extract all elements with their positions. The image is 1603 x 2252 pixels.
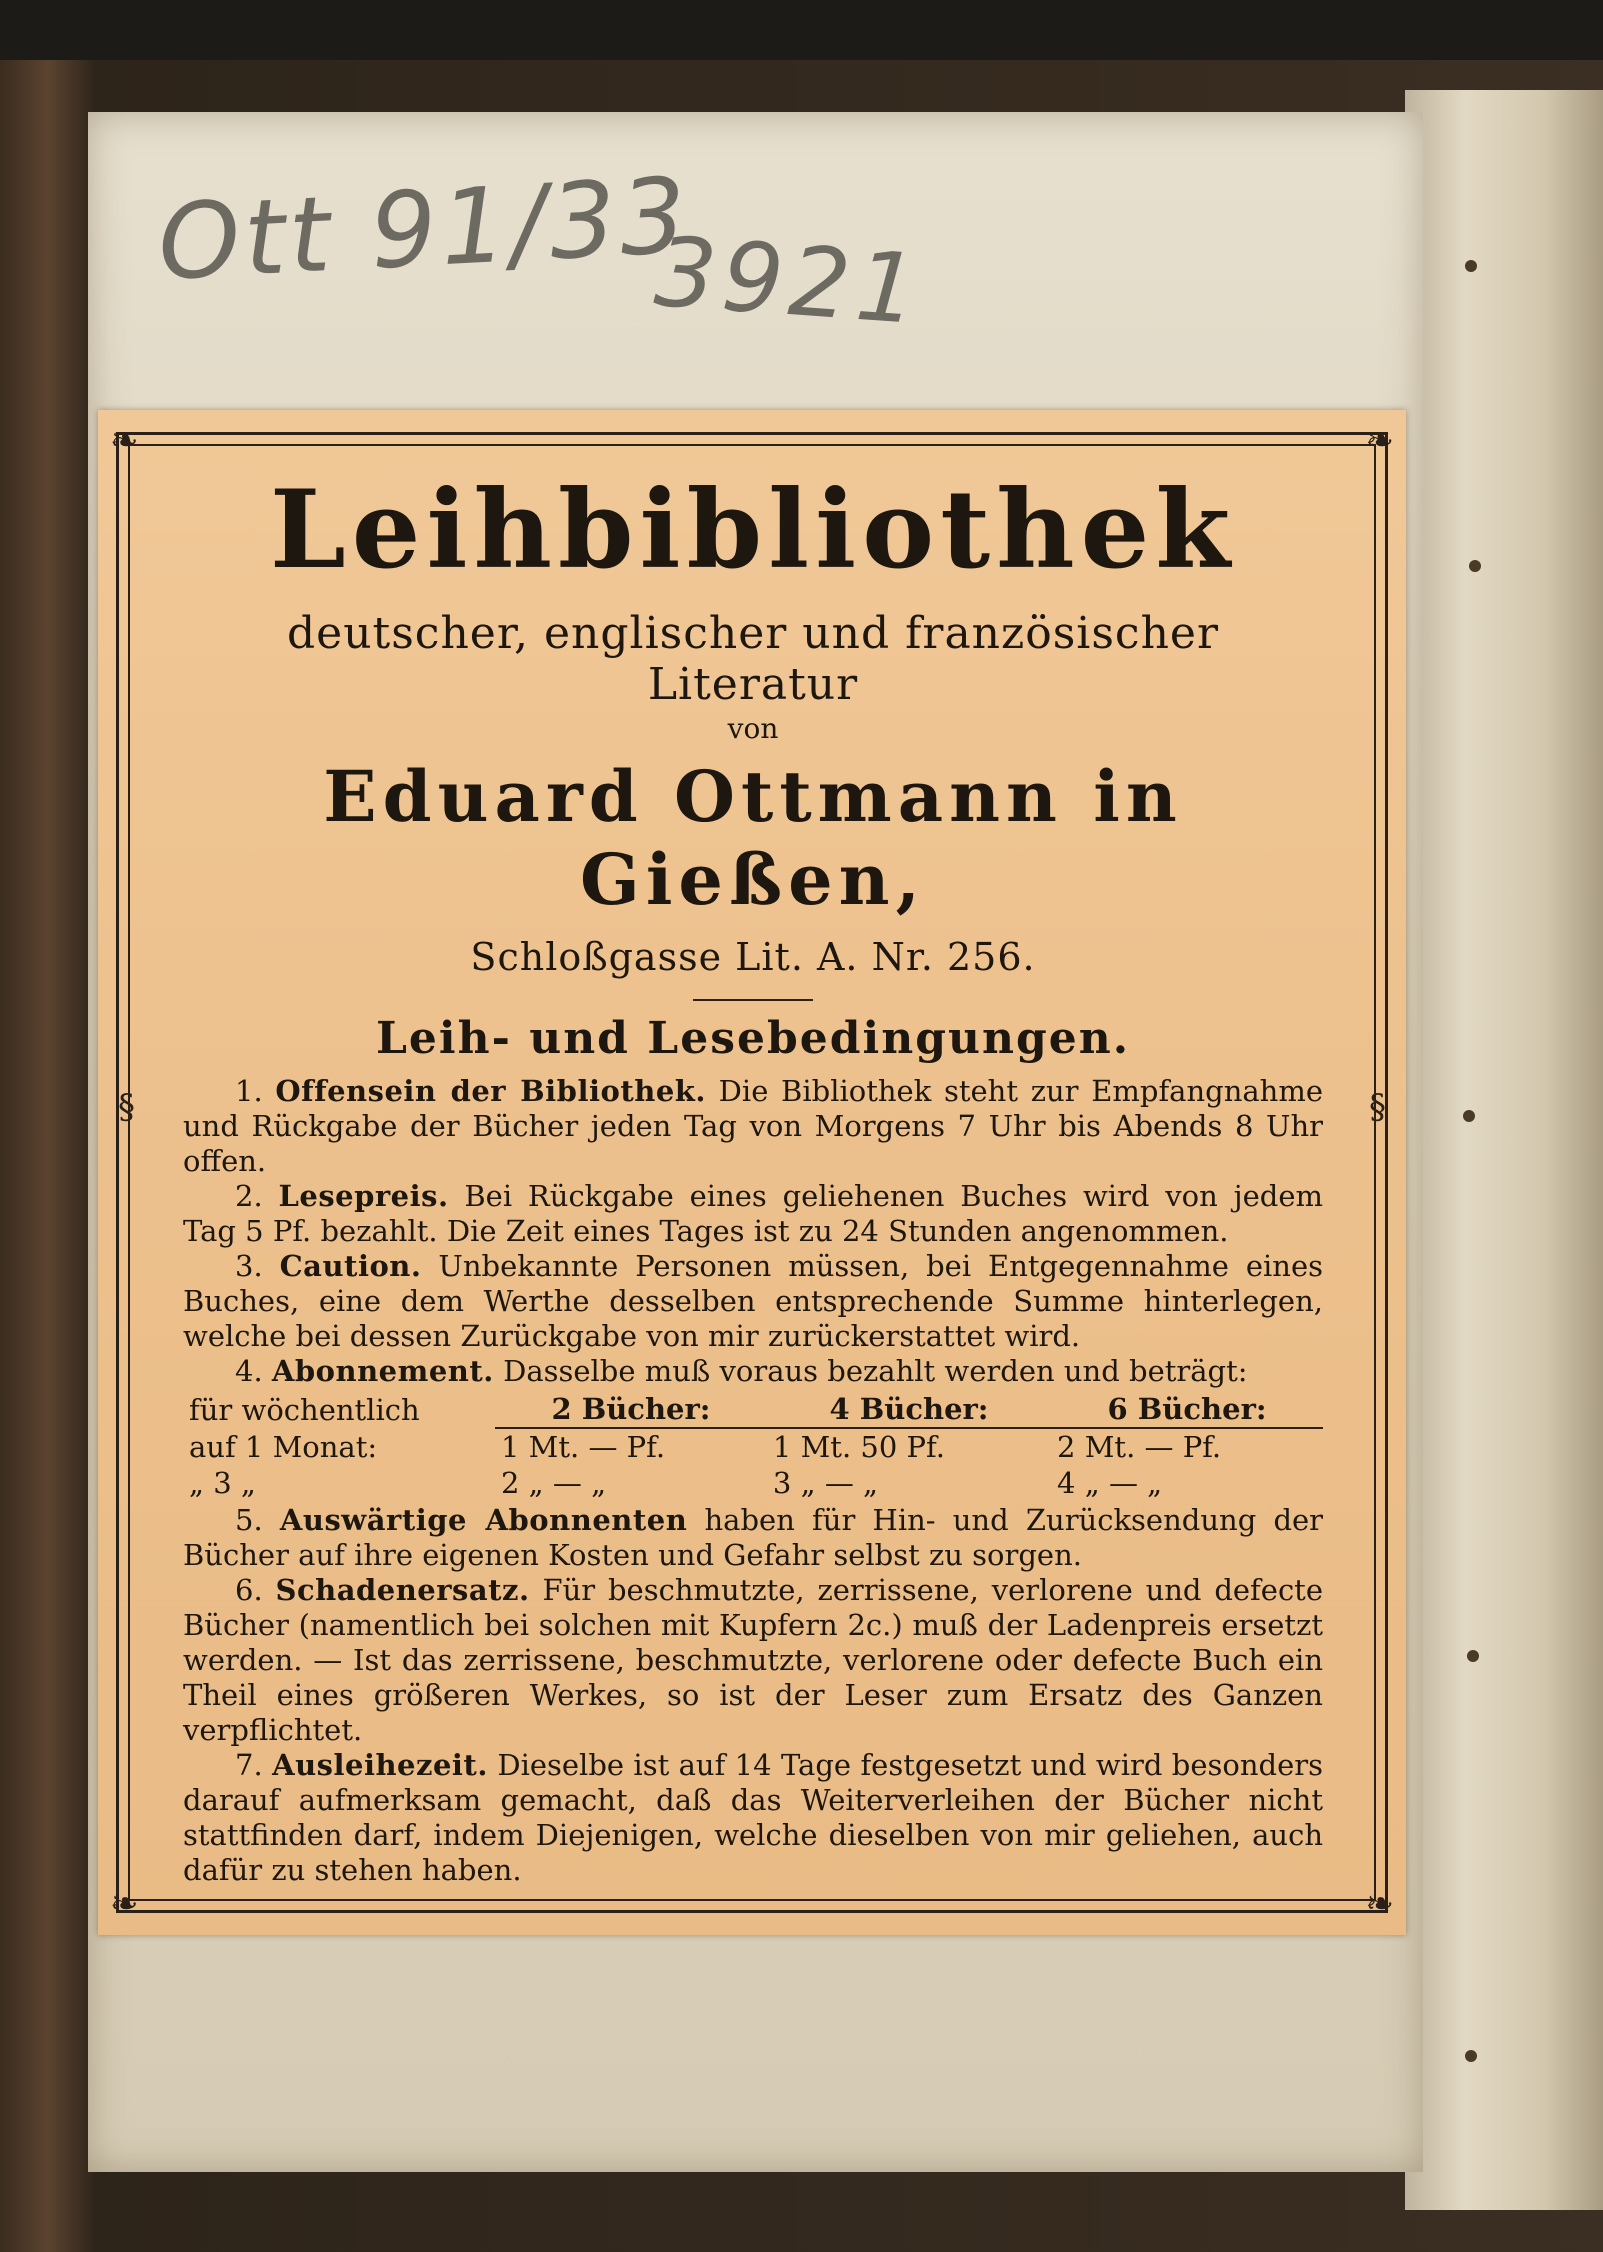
rule-4 [183, 1354, 1323, 1389]
rule-text: Dasselbe muß voraus bezahlt werden und beträgt: [503, 1354, 1248, 1388]
corner-ornament-icon: ❧ [110, 1884, 139, 1924]
label-subtitle: deutscher, englischer und französischer Literatur [287, 608, 1219, 710]
corner-ornament-icon: ❧ [1365, 1884, 1394, 1924]
rule-number: 7. [235, 1748, 263, 1782]
fee-value: 2 „ — „ [501, 1466, 607, 1500]
fee-table-row [183, 1428, 1323, 1465]
rule-6 [183, 1573, 1323, 1748]
fee-value: 3 „ — „ [772, 1466, 879, 1500]
fee-value: 1 Mt. — Pf. [501, 1430, 666, 1464]
fee-column-header: 2 Bücher: [495, 1391, 767, 1428]
side-ornament-icon: § [1369, 1087, 1386, 1127]
fee-label-header: für wöchentlich [189, 1393, 420, 1427]
fee-period: auf 1 Monat: [189, 1430, 378, 1464]
rule-5 [183, 1503, 1323, 1573]
fee-column-header: 6 Bücher: [1051, 1391, 1323, 1428]
fee-period: „ 3 „ [189, 1466, 256, 1500]
binding-stitch [1465, 260, 1477, 272]
label-owner: Eduard Ottmann in Gießen, [323, 755, 1183, 921]
rule-number: 1. [235, 1074, 263, 1108]
rule-heading: Schadenersatz. [275, 1573, 530, 1607]
fee-table [183, 1391, 1323, 1501]
rule-text: Die Bibliothek steht zur Empfangnahme und Rückgabe der Bücher jeden Tag von Morgens 7 Uhr bis Abends 8 Uhr offen. [183, 1074, 1324, 1178]
rule-text: haben für Hin- und Zurücksendung der Bücher auf ihre eigenen Kosten und Gefahr selbst zu sorgen. [183, 1503, 1324, 1572]
label-content [183, 467, 1324, 1888]
rule-number: 5. [235, 1503, 263, 1537]
rule-number: 4. [235, 1354, 263, 1388]
fee-table-header [183, 1391, 1323, 1428]
rule-text: Bei Rückgabe eines geliehenen Buches wird von jedem Tag 5 Pf. bezahlt. Die Zeit eines Tages ist zu 24 Stunden angenommen. [183, 1179, 1324, 1248]
binding-stitch [1467, 1650, 1479, 1662]
rule-7 [183, 1748, 1323, 1888]
rule-2 [183, 1179, 1323, 1249]
pencil-accession-number: 3921 [651, 215, 927, 347]
label-title: Leihbibliothek [269, 467, 1237, 593]
rule-heading: Abonnement. [271, 1354, 494, 1388]
rule-heading: Ausleihezeit. [272, 1748, 488, 1782]
fee-value: 2 Mt. — Pf. [1057, 1430, 1222, 1464]
rule-text: Dieselbe ist auf 14 Tage festgesetzt und wird besonders darauf aufmerksam gemacht, daß das Weiterverleihen der Bücher nicht stattfinden darf, indem Diejenigen, welche dieselben von mir geliehen, auch dafür zu stehen haben. [183, 1748, 1324, 1887]
fee-value: 1 Mt. 50 Pf. [772, 1430, 945, 1464]
binding-stitch [1469, 560, 1481, 572]
fee-column-header: 4 Bücher: [767, 1391, 1051, 1428]
rule-text: Unbekannte Personen müssen, bei Entgegennahme eines Buches, eine dem Werthe desselben entsprechende Summe hinterlegen, welche bei dessen Zurückgabe von mir zurückerstattet wird. [183, 1249, 1324, 1353]
library-label [98, 410, 1406, 1935]
side-ornament-icon: § [118, 1087, 135, 1127]
corner-ornament-icon: ❧ [110, 421, 139, 461]
rule-heading: Offensein der Bibliothek. [275, 1074, 706, 1108]
binding-stitch [1463, 1110, 1475, 1122]
rule-text: Für beschmutzte, zerrissene, verlorene und defecte Bücher (namentlich bei solchen mit Kupfern 2c.) muß der Ladenpreis ersetzt werden. — Ist das zerrissene, beschmutzte, verlorene oder defecte Buch ein Theil eines größeren Werkes, so ist der Leser zum Ersatz des Ganzen verpflichtet. [183, 1573, 1324, 1747]
rule-heading: Auswärtige Abonnenten [279, 1503, 688, 1537]
rule-number: 3. [235, 1249, 263, 1283]
section-title: Leih- und Lesebedingungen. [375, 1013, 1131, 1064]
rule-heading: Lesepreis. [278, 1179, 449, 1213]
divider [693, 999, 813, 1001]
label-von: von [727, 712, 779, 745]
fee-value: 4 „ — „ [1057, 1466, 1163, 1500]
binding-stitch [1465, 2050, 1477, 2062]
rule-number: 6. [235, 1573, 263, 1607]
rule-3 [183, 1249, 1323, 1354]
label-address: Schloßgasse Lit. A. Nr. 256. [470, 935, 1036, 979]
rule-heading: Caution. [279, 1249, 422, 1283]
pencil-shelfmark: Ott 91/33 [155, 154, 694, 304]
book-gutter [1405, 90, 1603, 2210]
rule-number: 2. [235, 1179, 263, 1213]
rule-1 [183, 1074, 1323, 1179]
fee-table-row [183, 1465, 1323, 1501]
corner-ornament-icon: ❧ [1365, 421, 1394, 461]
